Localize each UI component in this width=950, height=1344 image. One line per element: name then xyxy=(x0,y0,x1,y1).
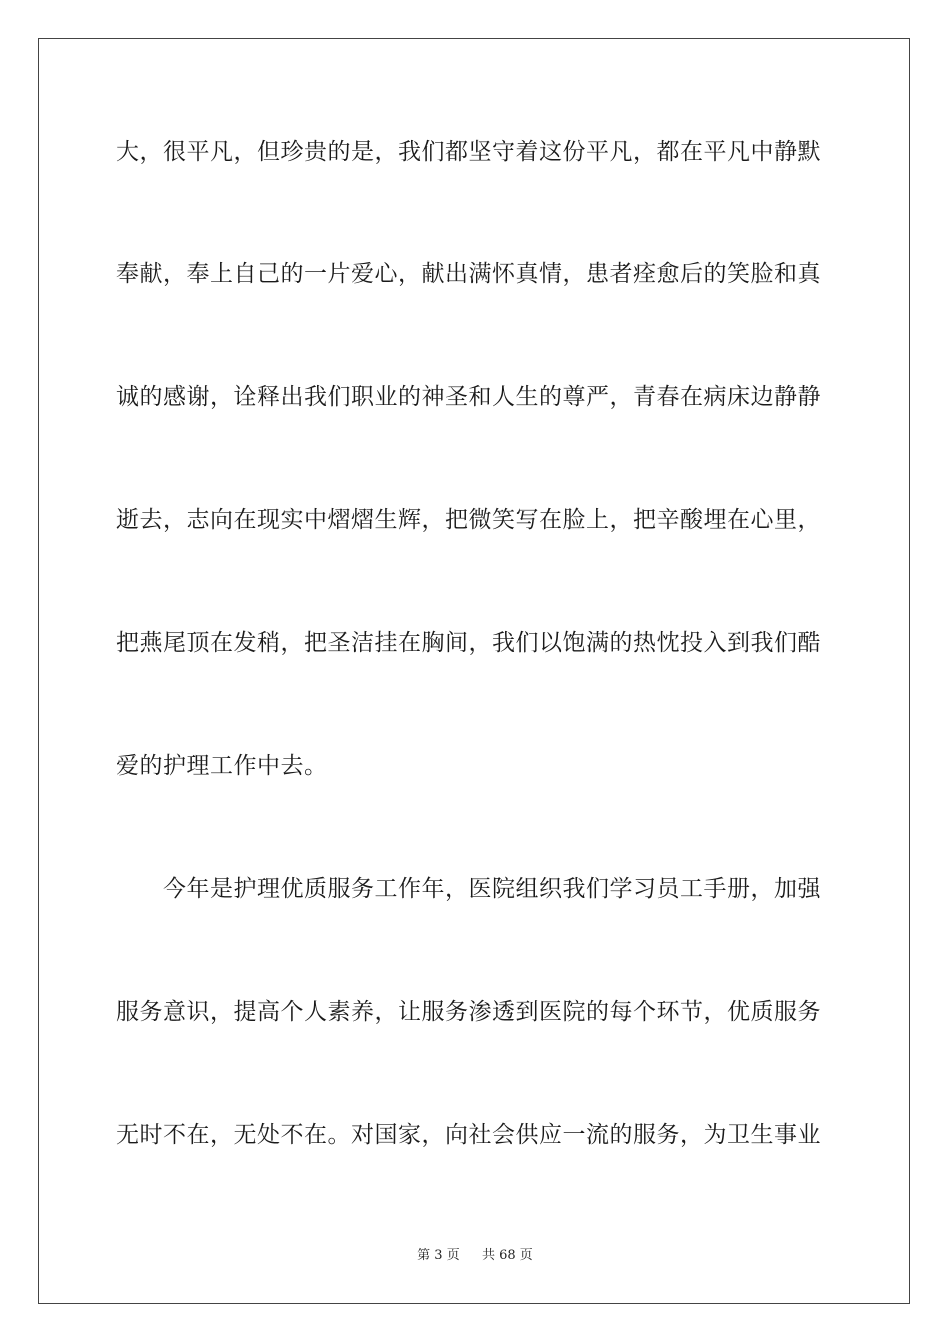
body-text-line-2: 奉献，奉上自己的一片爱心，献出满怀真情，患者痊愈后的笑脸和真 xyxy=(116,261,821,287)
total-pages-label: 共 68 页 xyxy=(482,1248,533,1263)
body-text-line-7: 今年是护理优质服务工作年，医院组织我们学习员工手册，加强 xyxy=(116,876,821,902)
body-text-line-9: 无时不在，无处不在。对国家，向社会供应一流的服务，为卫生事业 xyxy=(116,1122,821,1148)
body-text-line-6: 爱的护理工作中去。 xyxy=(116,753,328,779)
page-border xyxy=(38,38,910,1304)
page-footer xyxy=(0,1247,950,1265)
body-text-line-8: 服务意识，提高个人素养，让服务渗透到医院的每个环节，优质服务 xyxy=(116,999,821,1025)
body-text-line-5: 把燕尾顶在发稍，把圣洁挂在胸间，我们以饱满的热忱投入到我们酷 xyxy=(116,630,821,656)
body-text-line-1: 大，很平凡，但珍贵的是，我们都坚守着这份平凡，都在平凡中静默 xyxy=(116,139,821,165)
body-text-line-3: 诚的感谢，诠释出我们职业的神圣和人生的尊严，青春在病床边静静 xyxy=(116,384,821,410)
body-text-line-4: 逝去，志向在现实中熠熠生辉，把微笑写在脸上，把辛酸埋在心里， xyxy=(116,507,821,533)
current-page-label: 第 3 页 xyxy=(417,1248,460,1263)
